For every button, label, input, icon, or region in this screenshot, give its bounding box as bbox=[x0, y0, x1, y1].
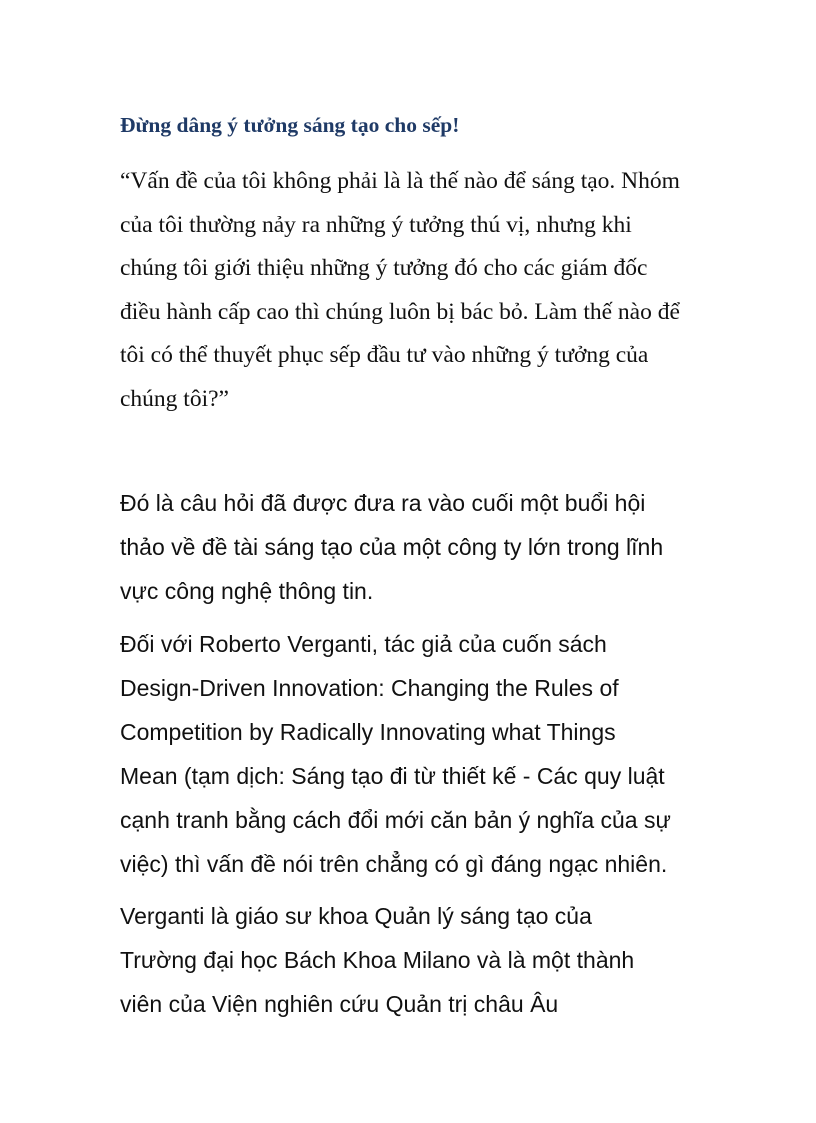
quote-line: của tôi thường nảy ra những ý tưởng thú vị, nhưng khi bbox=[120, 211, 632, 238]
paragraph-line: vực công nghệ thông tin. bbox=[120, 578, 374, 604]
paragraph-line: viên của Viện nghiên cứu Quản trị châu Âu bbox=[120, 991, 559, 1017]
paragraph-line: Design-Driven Innovation: Changing the Rules of bbox=[120, 675, 619, 701]
paragraph-line: Verganti là giáo sư khoa Quản lý sáng tạo của bbox=[120, 903, 592, 929]
paragraph-line: Mean (tạm dịch: Sáng tạo đi từ thiết kế - Các quy luật bbox=[120, 763, 665, 789]
quote-line: chúng tôi?” bbox=[120, 385, 229, 412]
paragraph-line: thảo về đề tài sáng tạo của một công ty lớn trong lĩnh bbox=[120, 534, 664, 560]
paragraph-line: cạnh tranh bằng cách đổi mới căn bản ý nghĩa của sự bbox=[120, 807, 671, 833]
body-paragraph-1 bbox=[120, 481, 740, 613]
opening-quote bbox=[120, 160, 720, 422]
paragraph-line: Đó là câu hỏi đã được đưa ra vào cuối một buổi hội bbox=[120, 490, 646, 516]
quote-line: “Vấn đề của tôi không phải là là thế nào để sáng tạo. Nhóm bbox=[120, 168, 680, 194]
quote-line: chúng tôi giới thiệu những ý tưởng đó cho các giám đốc bbox=[120, 255, 648, 282]
paragraph-line: Trường đại học Bách Khoa Milano và là một thành bbox=[120, 947, 635, 973]
paragraph-line: Competition by Radically Innovating what Things bbox=[120, 719, 616, 745]
body-paragraph-2 bbox=[120, 622, 740, 886]
quote-line: điều hành cấp cao thì chúng luôn bị bác bỏ. Làm thế nào để bbox=[120, 298, 680, 325]
body-paragraph-3 bbox=[120, 894, 740, 1026]
article-title: Đừng dâng ý tưởng sáng tạo cho sếp! bbox=[120, 113, 460, 137]
paragraph-line: việc) thì vấn đề nói trên chẳng có gì đáng ngạc nhiên. bbox=[120, 851, 668, 877]
paragraph-line: Đối với Roberto Verganti, tác giả của cuốn sách bbox=[120, 631, 607, 657]
quote-line: tôi có thể thuyết phục sếp đầu tư vào những ý tưởng của bbox=[120, 342, 649, 369]
